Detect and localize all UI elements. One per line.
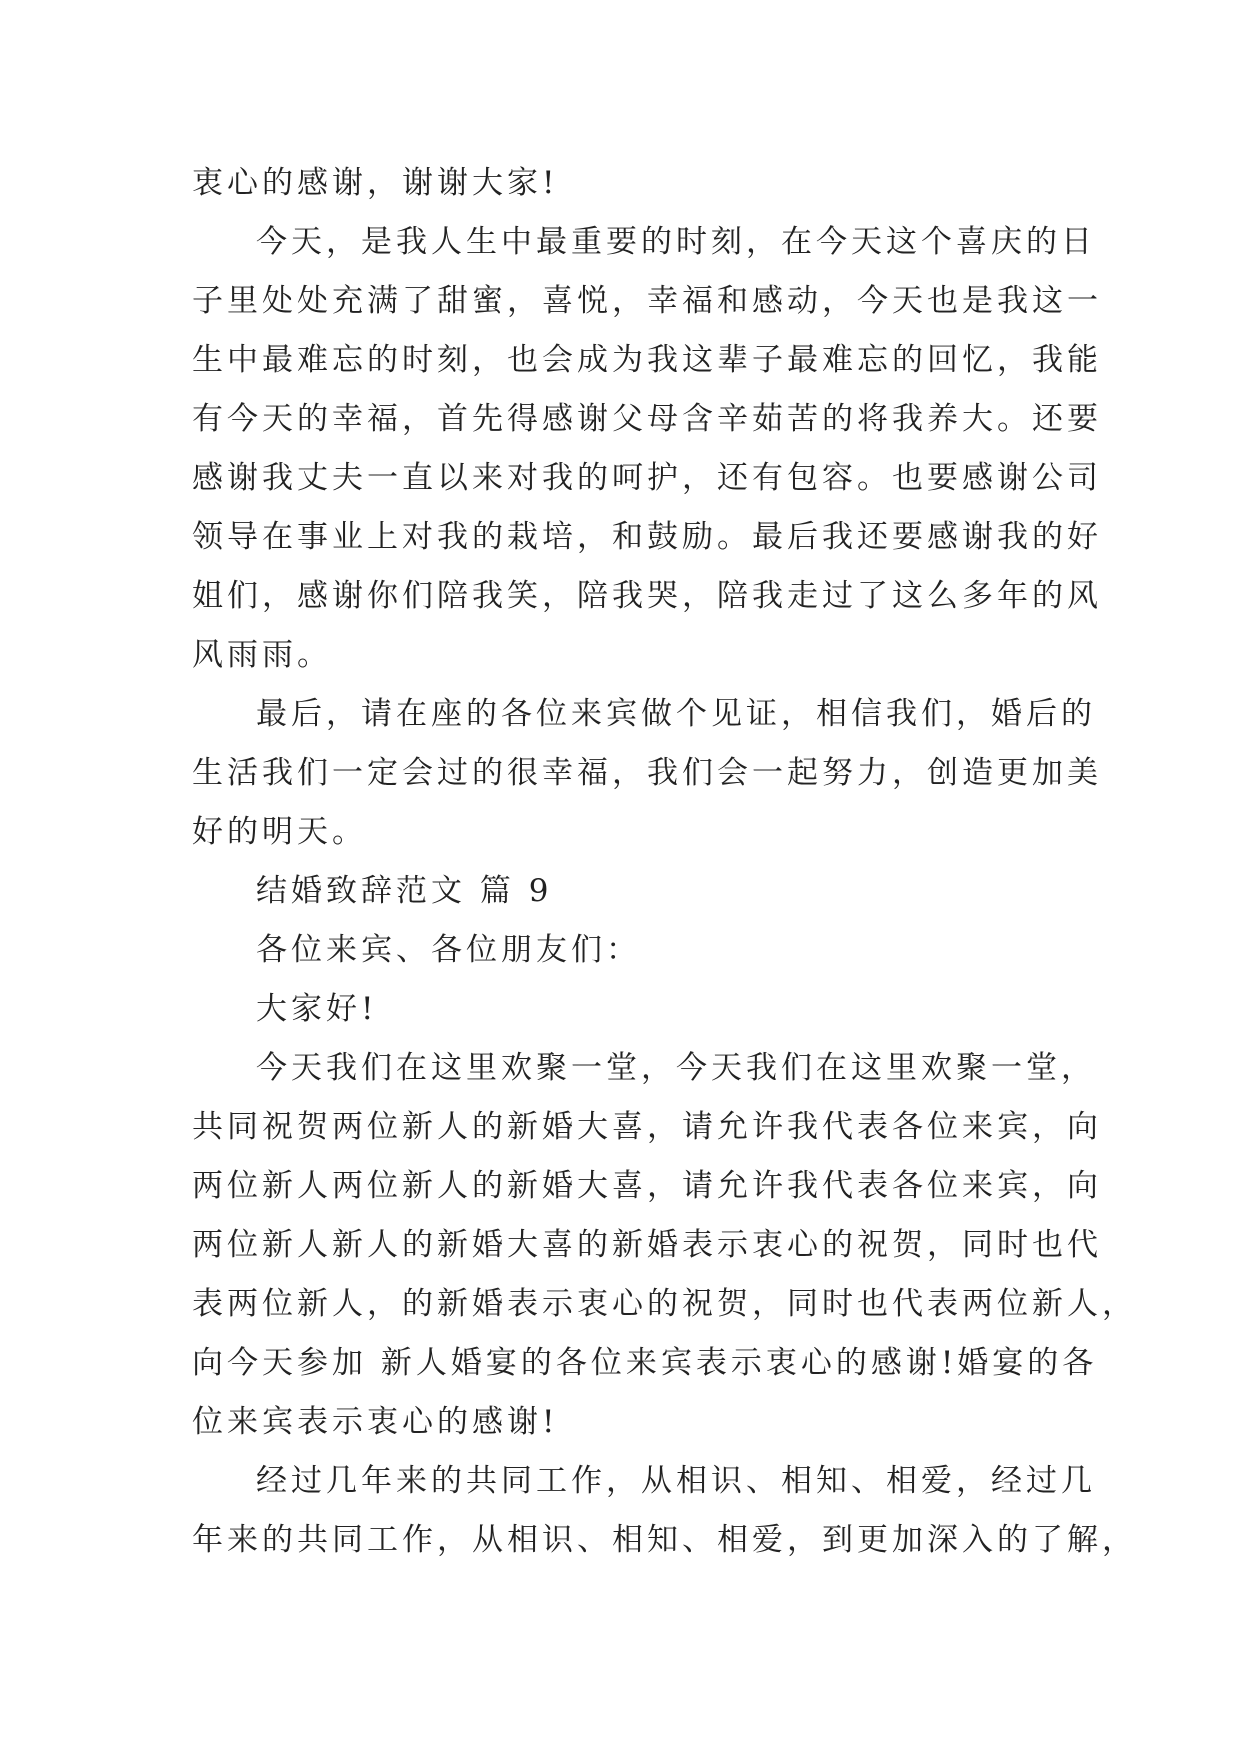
text-line: 两位新人新人的新婚大喜的新婚表示衷心的祝贺，同时也代 [192, 1227, 1102, 1263]
text-line: 经过几年来的共同工作，从相识、相知、相爱，经过几 [256, 1463, 1096, 1499]
text-line: 领导在事业上对我的栽培，和鼓励。最后我还要感谢我的好 [192, 519, 1102, 555]
text-line: 姐们，感谢你们陪我笑，陪我哭，陪我走过了这么多年的风 [192, 578, 1102, 614]
text-line: 好的明天。 [192, 814, 367, 850]
text-line: 有今天的幸福，首先得感谢父母含辛茹苦的将我养大。还要 [192, 401, 1102, 437]
text-line: 共同祝贺两位新人的新婚大喜，请允许我代表各位来宾，向 [192, 1109, 1102, 1145]
document-body [192, 154, 1137, 1570]
section-heading: 结婚致辞范文 篇 9 [256, 873, 553, 909]
text-line: 生活我们一定会过的很幸福，我们会一起努力，创造更加美 [192, 755, 1102, 791]
text-line: 两位新人两位新人的新婚大喜，请允许我代表各位来宾，向 [192, 1168, 1102, 1204]
text-line: 风雨雨。 [192, 637, 332, 673]
text-line: 年来的共同工作，从相识、相知、相爱，到更加深入的了解， [192, 1522, 1137, 1558]
text-line: 衷心的感谢，谢谢大家! [192, 165, 559, 201]
salutation: 各位来宾、各位朋友们： [256, 932, 641, 968]
text-line: 生中最难忘的时刻，也会成为我这辈子最难忘的回忆，我能 [192, 342, 1102, 378]
text-line: 向今天参加 新人婚宴的各位来宾表示衷心的感谢!婚宴的各 [192, 1345, 1098, 1381]
text-line: 表两位新人，的新婚表示衷心的祝贺，同时也代表两位新人， [192, 1286, 1137, 1322]
text-line: 子里处处充满了甜蜜，喜悦，幸福和感动，今天也是我这一 [192, 283, 1102, 319]
text-line: 感谢我丈夫一直以来对我的呵护，还有包容。也要感谢公司 [192, 460, 1102, 496]
text-line: 今天，是我人生中最重要的时刻，在今天这个喜庆的日 [256, 224, 1096, 260]
text-line: 今天我们在这里欢聚一堂，今天我们在这里欢聚一堂， [256, 1050, 1096, 1086]
text-line: 位来宾表示衷心的感谢! [192, 1404, 559, 1440]
text-line: 最后，请在座的各位来宾做个见证，相信我们，婚后的 [256, 696, 1096, 732]
greeting: 大家好! [256, 991, 378, 1027]
